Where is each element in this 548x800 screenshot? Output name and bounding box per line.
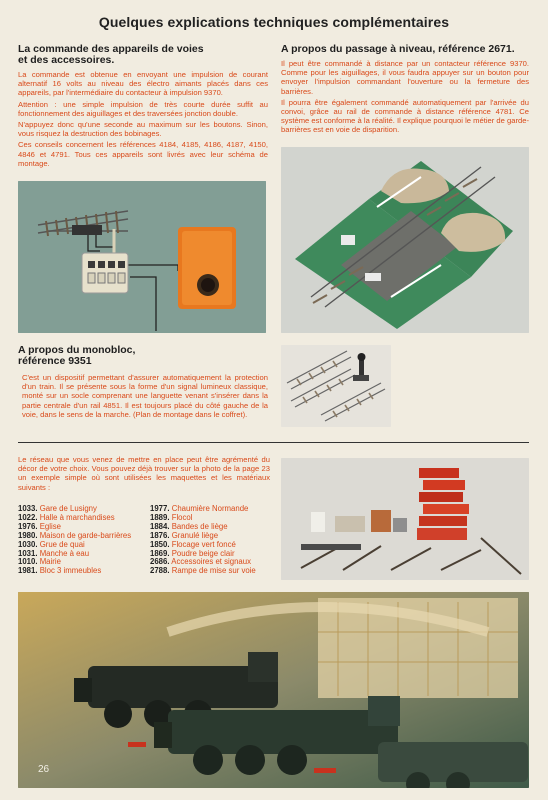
level-crossing-photo — [281, 147, 529, 333]
monobloc-paragraph: C'est un dispositif permettant d'assurer automatiquement la protection d'un train. Il se présente sous la forme d'un signal lumineux classique, monté sur un socle comprenant une languette venant s'insérer dans la partie centrale d'un rail 4851. Il est toujours placé du côté gauche de la voie, dans le sens de la marche. (Plan de montage dans le coffret). — [22, 373, 268, 419]
switch-contactor-illustration — [18, 181, 266, 333]
section-reseau — [18, 455, 270, 492]
list-item: 1981. Bloc 3 immeubles — [18, 566, 102, 576]
passage-paragraph: Il peut être commandé à distance par un contacteur référence 9370. Comme pour les aiguillages, il vous faudra appuyer sur un bouton pour envoyer l'impulsion commandant l'ouverture ou la fermeture des barrières. — [281, 59, 529, 96]
section-divider — [18, 442, 529, 443]
list-item: 1010. Mairie — [18, 557, 61, 567]
section-passage — [281, 44, 529, 135]
passage-heading: A propos du passage à niveau, référence 2671. — [281, 43, 515, 55]
switch-contactor-photo — [18, 181, 266, 333]
list-item: 1980. Maison de garde-barrières — [18, 530, 132, 540]
reseau-intro: Le réseau que vous venez de mettre en place peut être agrémenté du décor de votre choix. Vous pouvez déjà trouver sur la photo de la page 23 un exemple simple où sont utilisées les maquettes et les matériaux suivants : — [18, 455, 270, 492]
locomotives-illustration — [18, 592, 529, 788]
kits-materials-photo — [281, 458, 529, 580]
monobloc-heading-1: A propos du monobloc, — [18, 344, 136, 356]
list-item: 1030. Grue de quai — [18, 539, 85, 549]
monobloc-heading-2: référence 9351 — [18, 355, 92, 367]
section-monobloc — [18, 345, 268, 419]
list-item: 1977. Chaumière Normande — [150, 504, 249, 513]
kits-materials-illustration — [281, 458, 529, 580]
monobloc-illustration — [281, 345, 391, 427]
list-item: 1976. Eglise — [18, 521, 61, 531]
level-crossing-illustration — [281, 147, 529, 333]
section-commande — [18, 44, 268, 168]
list-item: 1031. Manche à eau — [18, 548, 90, 558]
passage-paragraph: Il pourra être également commandé automatiquement par l'arrivée du convoi, grâce au rail de commande à distance référence 4781. Ce système est conforme à la réalité. Il explique pourquoi le métier de garde-barrières est en voie de disparition. — [281, 97, 529, 135]
commande-paragraph: Attention : une simple impulsion de très courte durée suffit au fonctionnement des aiguillages et des traversées jonction double. — [18, 99, 268, 118]
commande-heading-1: La commande des appareils de voies — [18, 43, 204, 55]
locomotives-photo — [18, 592, 529, 788]
list-item: 1869. Poudre beige clair — [150, 548, 235, 558]
commande-heading-2: et des accessoires. — [18, 54, 115, 66]
materials-list-left — [18, 505, 146, 576]
list-item: 1850. Flocage vert foncé — [150, 539, 236, 549]
list-item: 1876. Granulé liège — [150, 530, 219, 540]
page-title: Quelques explications techniques complémentaires — [98, 14, 450, 30]
list-item: 1033. Gare de Lusigny — [18, 504, 97, 513]
page-number: 26 — [38, 764, 50, 775]
list-item: 1889. Flocol — [150, 512, 193, 522]
list-item: 2686. Accessoires et signaux — [150, 557, 252, 567]
monobloc-photo — [281, 345, 391, 427]
commande-paragraph: N'appuyez donc qu'une seconde au maximum sur les boutons. Sinon, vous risquez la destruction des bobinages. — [18, 120, 268, 139]
list-item: 1884. Bandes de liège — [150, 521, 228, 531]
list-item: 2788. Rampe de mise sur voie — [150, 566, 256, 576]
materials-list-right — [150, 505, 275, 576]
commande-paragraph: La commande est obtenue en envoyant une impulsion de courant alternatif 16 volts au niveau des électro aimants placés dans ces appareils, par l'intermédiaire du contacteur à impulsion 9370. — [18, 70, 268, 98]
list-item: 1022. Halle à marchandises — [18, 512, 115, 522]
commande-paragraph: Ces conseils concernent les références 4184, 4185, 4186, 4187, 4150, 4846 et 4791. Tous ces appareils sont livrés avec leur schéma de montage. — [18, 140, 268, 168]
